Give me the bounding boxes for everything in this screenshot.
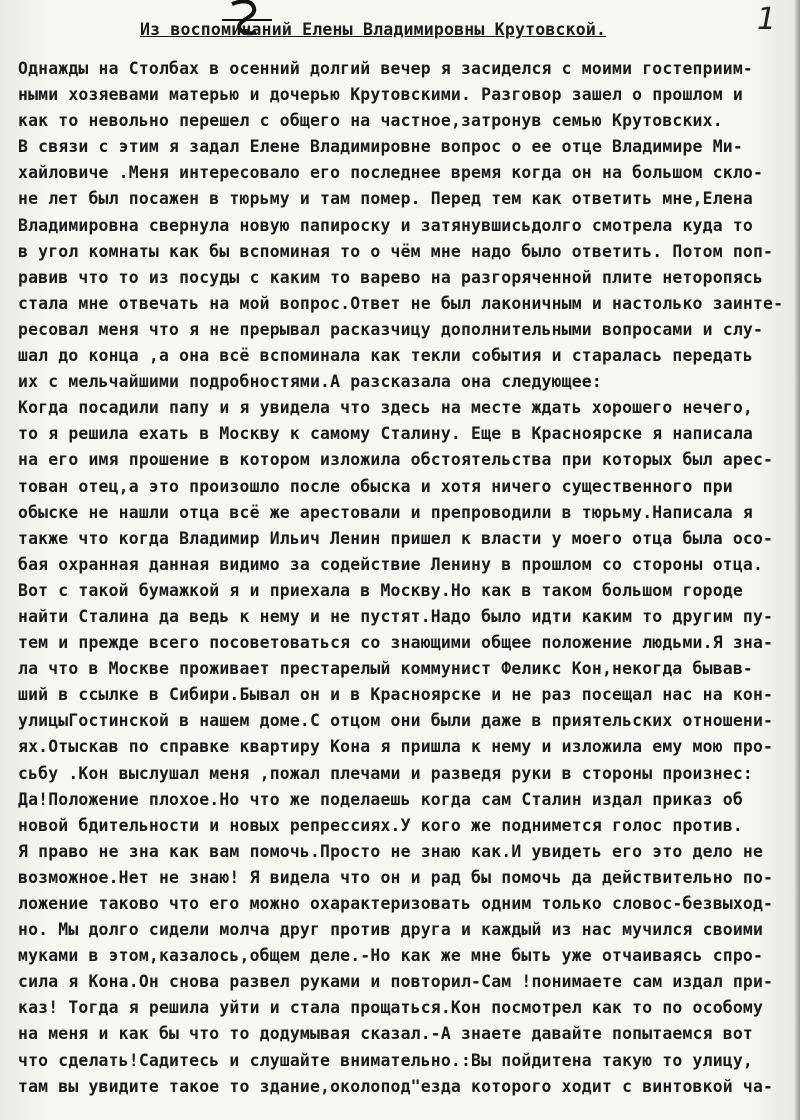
text-line: улицыГостинской в нашем доме.С отцом они были даже в приятельских отношени- (18, 711, 774, 731)
text-line: ший в ссылке в Сибири.Бывал он и в Красноярске и не раз посещал нас на кон- (18, 685, 774, 705)
text-line: в угол комнаты как бы вспоминая то о чём мне надо было ответить. Потом поп- (18, 241, 774, 261)
text-line: также что когда Владимир Ильич Ленин пришел к власти у моего отца была осо- (18, 528, 774, 548)
text-line: обыске не нашли отца всё же арестовали и препроводили в тюрьму.Написала я (18, 502, 753, 522)
text-line: ложение таково что его можно охарактеризовать одним только словос-безвыход- (18, 894, 774, 913)
body-text (18, 56, 788, 1100)
text-line: каз! Тогда я решила уйти и стала прощаться.Кон посмотрел как то по особому (18, 998, 764, 1018)
text-line: что сделать!Садитесь и слушайте внимательно.:Вы пойдитена такую то улицу, (18, 1050, 753, 1070)
text-line: тем и прежде всего посоветоваться со знающими общее положение людьми.Я зна- (18, 633, 774, 653)
text-line: новой бдительности и новых репрессиях.У кого же поднимется голос против. (18, 815, 743, 835)
page-number: 1 (756, 2, 776, 37)
text-line: Да!Положение плохое.Но что же поделаешь когда сам Сталин издал приказ об (18, 789, 743, 809)
text-line: шал до конца ,а она всё вспоминала как текли события и старалась передать (18, 346, 753, 366)
text-line: ях.Отыскав по справке квартиру Кона я пришла к нему и изложила ему мою про- (18, 737, 774, 757)
text-line: там вы увидите такое то здание,околопод"езда которого ходит с винтовкой ча- (18, 1076, 774, 1096)
text-line: как то невольно перешел с общего на частное,затронув семью Крутовских. (18, 111, 723, 131)
text-line: ла что в Москве проживает престарелый коммунист Феликс Кон,некогда бывав- (18, 659, 753, 679)
text-line: В связи с этим я задал Елене Владимировне вопрос о ее отце Владимире Ми- (18, 137, 743, 157)
text-line: найти Сталина да ведь к нему и не пустят.Надо было идти каким то другим пу- (18, 606, 774, 626)
text-line: бая охранная данная видимо за содействие Ленину в прошлом со стороны отца. (18, 554, 764, 574)
text-line: равив что то из посуды с каким то варево на разгоряченной плите неторопясь (18, 267, 764, 287)
text-line: Вот с такой бумажкой я и приехала в Москву.Но как в таком большом городе (18, 580, 743, 600)
text-line: Я право не зна как вам помочь.Просто не знаю как.И увидеть его это дело не (18, 841, 764, 861)
text-line: Когда посадили папу и я увидела что здесь на месте ждать хорошего нечего, (18, 398, 753, 418)
text-line: стала мне отвечать на мой вопрос.Ответ не был лаконичным и настолько заинте- (18, 293, 784, 313)
page-edge-shadow (794, 0, 800, 1120)
text-line: но. Мы долго сидели молча друг против друга и каждый из нас мучился своими (18, 920, 764, 940)
text-line: возможное.Нет не знаю! Я видела что он и рад бы помочь да действительно по- (18, 867, 774, 887)
text-line: их с мельчайшими подробностями.А разсказала она следующее: (18, 372, 602, 392)
text-line: хайловиче .Меня интересовало его последнее время когда он на большом скло- (18, 163, 764, 183)
text-line: не лет был посажен в тюрьму и там помер. Перед тем как ответить мне,Елена (18, 189, 753, 209)
text-line: муками в этом,казалось,общем деле.-Но как же мне быть уже отчаиваясь спро- (18, 946, 764, 966)
page-title: Из воспоминаний Елены Владимировны Крутовской. (140, 20, 607, 39)
text-line: сьбу .Кон выслушал меня ,пожал плечами и разведя руки в стороны произнес: (18, 763, 753, 783)
text-line: сила я Кона.Он снова развел руками и повторил-Сам !понимаете сам издал при- (18, 972, 774, 992)
text-line: на меня и как бы что то додумывая сказал.-А знаете давайте попытаемся вот (18, 1024, 753, 1044)
text-line: на его имя прошение в котором изложила обстоятельства при которых был арес- (18, 450, 774, 470)
text-line: то я решила ехать в Москву к самому Сталину. Еще в Красноярске я написала (18, 424, 753, 444)
text-line: Владимировна свернула новую папироску и затянувшисьдолго смотрела куда то (18, 215, 753, 235)
text-line: Однажды на Столбах в осенний долгий вечер я засиделся с моими гостеприим- (18, 59, 753, 78)
text-line: тован отец,а это произошло после обыска и хотя ничего существенного при (18, 476, 733, 496)
text-line: ресовал меня что я не прерывал расказчицу дополнительными вопросами и слу- (18, 319, 764, 339)
text-line: ными хозяевами матерью и дочерью Крутовскими. Разговор зашел о прошлом и (18, 85, 743, 105)
